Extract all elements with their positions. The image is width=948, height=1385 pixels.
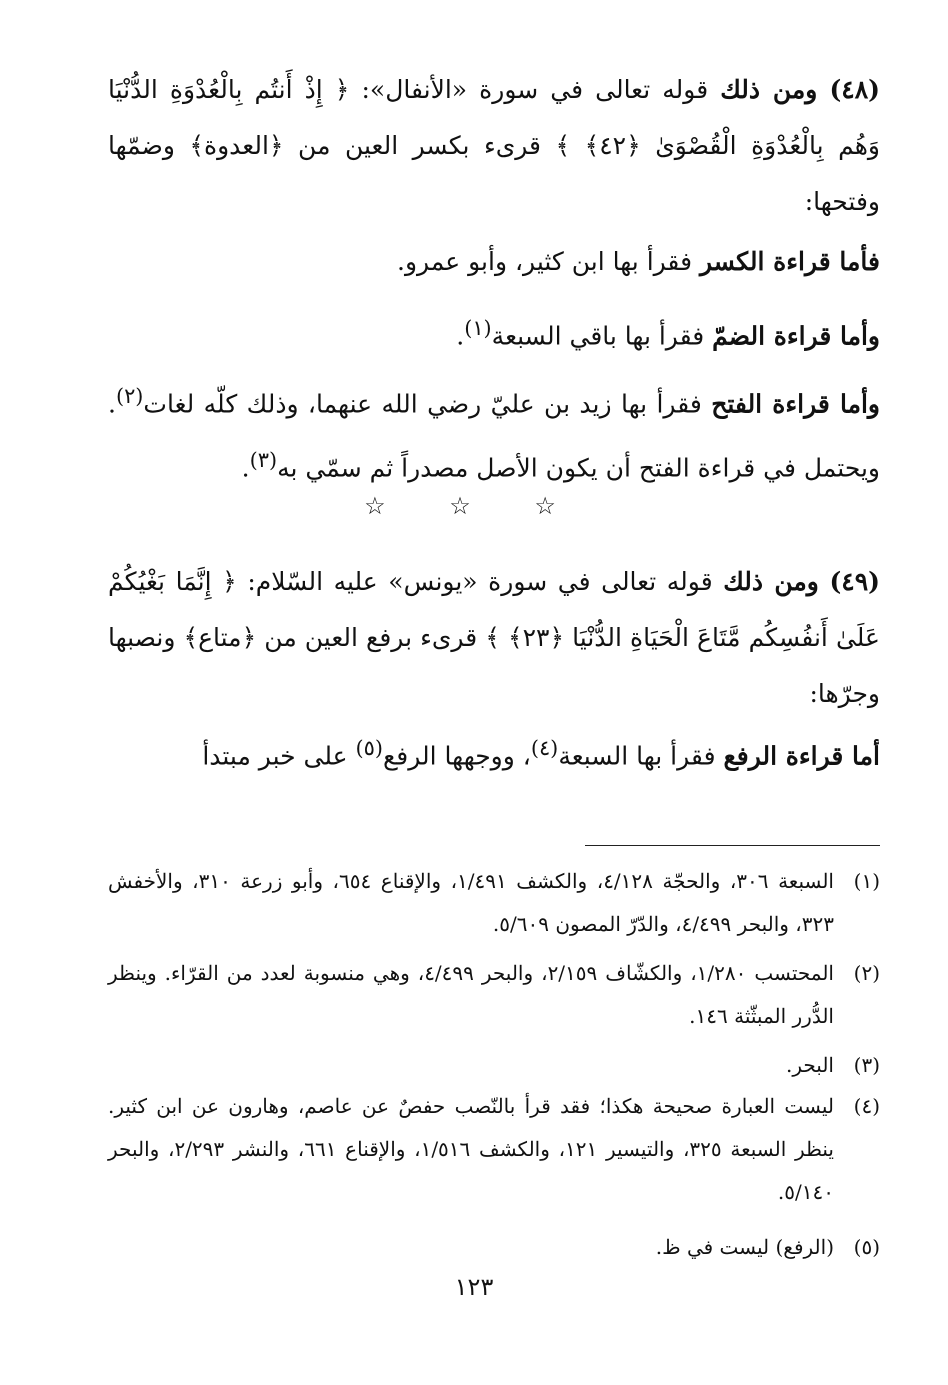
paragraph-49	[108, 554, 880, 722]
paragraph-text: فقرأ بها باقي السبعة	[491, 321, 705, 351]
paragraph-text: . ويحتمل في قراءة الفتح أن يكون الأصل مصدراً ثم سمّي به	[108, 389, 880, 483]
footnote-text: ليست العبارة صحيحة هكذا؛ فقد قرأ بالنّصب حفصٌ عن عاصم، وهارون عن ابن كثير. ينظر السبعة ٣٢٥، والتيسير ١٢١، والكشف ١/٥١٦، والإقناع ٦٦١، والنشر ٢/٢٩٣، والبحر ٥/١٤٠.	[108, 1094, 834, 1204]
footnote-2	[108, 952, 880, 1038]
footnote-text: السبعة ٣٠٦، والحجّة ٤/١٢٨، والكشف ١/٤٩١، والإقناع ٦٥٤، وأبو زرعة ٣١٠، والأخفش ٣٢٣، والبحر ٤/٤٩٩، والدّرّ المصون ٥/٦٠٩.	[108, 869, 834, 936]
paragraph-kasr	[108, 234, 880, 290]
paragraph-raf	[108, 720, 880, 784]
footnote-5	[108, 1226, 880, 1269]
paragraph-lead: وأما قراءة الضمّ	[712, 321, 880, 351]
paragraph-end: .	[241, 453, 250, 483]
paragraph-text: قوله تعالى في سورة «يونس» عليه السّلام: ﴿ إِنَّمَا بَغْيُكُمْ عَلَىٰ أَنفُسِكُم مَّتَاعَ الْحَيَاةِ الدُّنْيَا ﴿٢٣﴾ ﴾ قرىء برفع العين من ﴿متاع﴾ ونصبها وجرّها:	[108, 567, 880, 708]
footnote-ref: (٢)	[115, 384, 144, 408]
footnote-number: (٤)	[853, 1094, 880, 1118]
paragraph-text: فقرأ بها ابن كثير، وأبو عمرو.	[397, 247, 693, 276]
paragraph-number: (٤٨)	[829, 75, 880, 104]
footnote-ref: (٤)	[530, 736, 559, 760]
paragraph-48	[108, 62, 880, 230]
footnote-number: (٥)	[853, 1235, 880, 1259]
footnote-ref: (١)	[464, 316, 492, 340]
paragraph-lead: ومن ذلك	[723, 567, 819, 596]
page-number: ١٢٣	[454, 1273, 494, 1301]
footnote-text: المحتسب ١/٢٨٠، والكشّاف ٢/١٥٩، والبحر ٤/٤٩٩، وهي منسوبة لعدد من القرّاء. وينظر الدُّرر المبثّثة ١٤٦.	[108, 961, 834, 1028]
footnote-text: البحر.	[786, 1053, 834, 1077]
footnote-3	[108, 1044, 880, 1087]
footnote-divider	[585, 845, 880, 846]
footnote-number: (٣)	[853, 1053, 880, 1077]
paragraph-fath	[108, 368, 880, 497]
paragraph-text: قوله تعالى في سورة «الأنفال»: ﴿ إِذْ أَنتُم بِالْعُدْوَةِ الدُّنْيَا وَهُم بِالْعُدْوَةِ الْقُصْوَىٰ ﴿٤٢﴾ ﴾ قرىء بكسر العين من ﴿العدوة﴾ وضمّها وفتحها:	[108, 75, 880, 216]
paragraph-lead: فأما قراءة الكسر	[700, 247, 880, 276]
paragraph-lead: ومن ذلك	[720, 75, 818, 104]
paragraph-damm	[108, 300, 880, 364]
paragraph-number: (٤٩)	[829, 567, 880, 596]
paragraph-lead: وأما قراءة الفتح	[711, 389, 881, 419]
paragraph-text: فقرأ بها زيد بن عليّ رضي الله عنهما، وذلك كلّه لغات	[143, 389, 702, 419]
footnote-number: (١)	[853, 869, 880, 893]
paragraph-text: ، ووجهها الرفع	[383, 741, 531, 771]
paragraph-text: على خبر مبتدأ	[202, 741, 348, 771]
paragraph-end: .	[456, 321, 465, 351]
paragraph-text: فقرأ بها السبعة	[558, 741, 716, 771]
footnote-1	[108, 860, 880, 946]
footnote-ref: (٥)	[355, 736, 383, 760]
footnote-ref: (٣)	[249, 448, 278, 473]
footnote-number: (٢)	[853, 961, 880, 985]
paragraph-lead: أما قراءة الرفع	[723, 741, 880, 771]
footnote-4	[108, 1085, 880, 1214]
footnote-text: (الرفع) ليست في ظ.	[655, 1235, 834, 1259]
section-separator-stars: ☆ ☆ ☆	[364, 492, 584, 520]
